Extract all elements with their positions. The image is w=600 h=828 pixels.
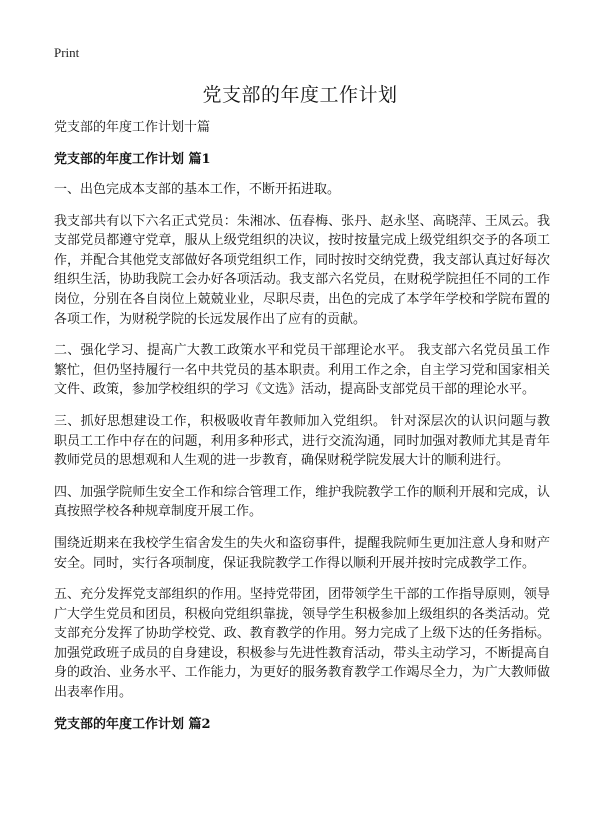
document-title: 党支部的年度工作计划: [202, 84, 398, 106]
document-subtitle: 党支部的年度工作计划十篇: [54, 120, 211, 135]
section-1-paragraph-1: 一、出色完成本支部的基本工作，不断开拓进取。: [54, 182, 341, 197]
print-link[interactable]: Print: [54, 45, 80, 60]
section-1-paragraph-4: 三、抓好思想建设工作，积极吸收青年教师加入党组织。 针对深层次的认识问题与教职员工工作中存在的问题，利用多种形式，进行交流沟通，同时加强对教师尤其是青年教师党员的思想观和人生观的进一步教育，确保财税学院发展大计的顺利进行。: [54, 413, 550, 469]
section-1-paragraph-6: 围绕近期来在我校学生宿舍发生的失火和盗窃事件，提醒我院师生更加注意人身和财产安全。同时，实行各项制度，保证我院教学工作得以顺利开展并按时完成教学工作。: [54, 535, 550, 571]
section-1-paragraph-2: 我支部共有以下六名正式党员：朱湘冰、伍春梅、张丹、赵永坚、高晓萍、王凤云。我支部党员都遵守党章，服从上级党组织的决议，按时按量完成上级党组织交予的各项工作，并配合其他党支部做好各项党组织工作，同时按时交纳党费，我支部认真过好每次组织生活，协助我院工会办好各项活动。我支部六名党员，在财税学院担任不同的工作岗位，分别在各自岗位上兢兢业业，尽职尽责，出色的完成了本学年学校和学院布置的各项工作，为财税学院的长远发展作出了应有的贡献。: [54, 213, 550, 327]
section-1-paragraph-3: 二、强化学习、提高广大教工政策水平和党员干部理论水平。 我支部六名党员虽工作繁忙，但仍坚持履行一名中共党员的基本职责。利用工作之余，自主学习党和国家相关文件、政策，参加学校组织的学习《文选》活动，提高卧支部党员干部的理论水平。: [54, 343, 550, 398]
section-1-paragraph-7: 五、充分发挥党支部组织的作用。坚持党带团，团带领学生干部的工作指导原则，领导广大学生党员和团员，积极向党组织靠拢，领导学生积极参加上级组织的各类活动。党支部充分发挥了协助学校党、政、教育教学的作用。努力完成了上级下达的任务指标。 加强党政班子成员的自身建设，积极参与先进性教育活动，带头主动学习，不断提高自身的政治、业务水平、工作能力，为更好的服务教育教学工作竭尽全力，为广大教师做出表率作用。: [54, 587, 550, 701]
document-body: [54, 118, 550, 745]
section-heading-1: 党支部的年度工作计划 篇1: [54, 152, 211, 167]
section-heading-2: 党支部的年度工作计划 篇2: [54, 716, 211, 732]
section-1-paragraph-5: 四、加强学院师生安全工作和综合管理工作，维护我院教学工作的顺利开展和完成，认真按照学校各种规章制度开展工作。: [54, 484, 550, 520]
